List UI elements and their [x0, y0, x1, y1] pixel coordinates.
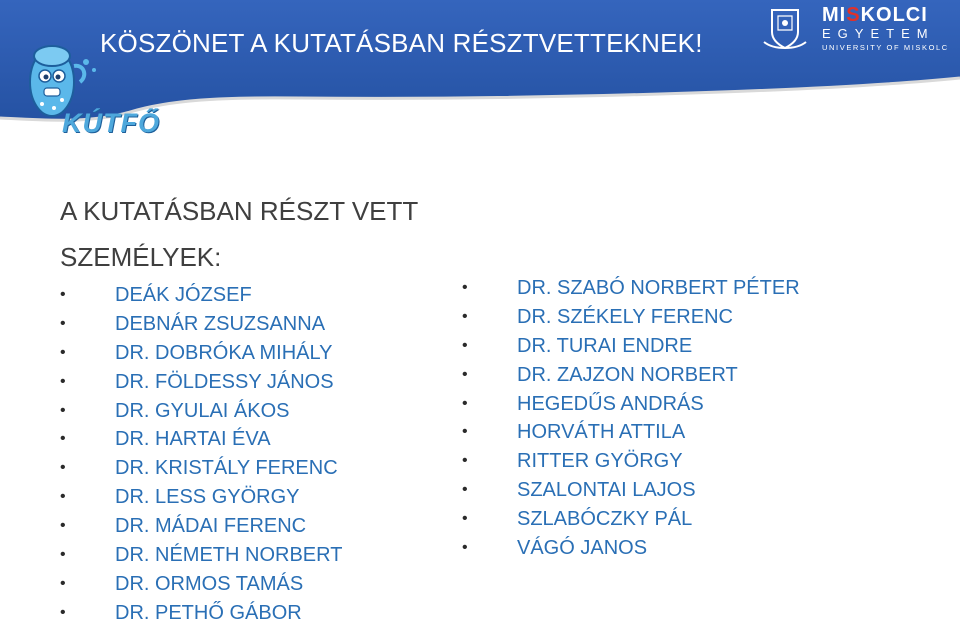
bullet-icon: •: [462, 336, 468, 354]
participant-list-item: [60, 541, 342, 570]
bullet-icon: •: [60, 488, 66, 506]
bullet-icon: •: [462, 510, 468, 528]
bullet-icon: •: [60, 459, 66, 477]
participant-name: DR. LESS GYÖRGY: [115, 486, 300, 509]
bullet-icon: •: [60, 372, 66, 390]
participant-list-item: [60, 397, 342, 426]
participant-name: SZALONTAI LAJOS: [517, 479, 696, 502]
bullet-icon: •: [462, 307, 468, 325]
participant-name: DR. SZABÓ NORBERT PÉTER: [517, 277, 800, 299]
section-title-line-1: A KUTATÁSBAN RÉSZT VETT: [60, 196, 419, 226]
bullet-icon: •: [462, 481, 468, 499]
participant-list-item: [462, 505, 800, 534]
section-title: [60, 188, 460, 280]
bullet-icon: •: [60, 430, 66, 448]
university-english-name: UNIVERSITY OF MISKOLC: [822, 43, 949, 52]
participant-list-item: [462, 303, 800, 332]
participant-list-item: [60, 512, 342, 541]
participant-list-item: [462, 418, 800, 447]
bullet-icon: •: [462, 423, 468, 441]
header-title: KÖSZÖNET A KUTATÁSBAN RÉSZTVETTEKNEK!: [100, 28, 703, 58]
university-name: MISKOLCI: [822, 4, 928, 26]
participant-name: DR. FÖLDESSY JÁNOS: [115, 370, 334, 393]
bullet-icon: •: [60, 517, 66, 535]
participant-name: DR. MÁDAI FERENC: [115, 515, 307, 538]
participant-name: RITTER GYÖRGY: [517, 450, 683, 473]
bullet-icon: •: [60, 314, 66, 332]
participants-list-left: [60, 281, 342, 628]
university-crest-icon: [760, 6, 810, 52]
bullet-icon: •: [60, 343, 66, 361]
participant-name: DR. PETHŐ GÁBOR: [115, 601, 302, 624]
bullet-icon: •: [60, 546, 66, 564]
participant-name: SZLABÓCZKY PÁL: [517, 508, 693, 531]
participant-list-item: [60, 310, 342, 339]
bullet-icon: •: [462, 365, 468, 383]
participant-name: DR. DOBRÓKA MIHÁLY: [115, 341, 333, 364]
participant-list-item: [60, 570, 342, 599]
participant-name: DEÁK JÓZSEF: [115, 284, 252, 306]
participant-name: DR. HARTAI ÉVA: [115, 428, 271, 451]
bullet-icon: •: [60, 401, 66, 419]
bullet-icon: •: [462, 394, 468, 412]
bullet-icon: •: [60, 286, 66, 303]
participants-list-right: [462, 274, 800, 563]
participant-list-item: [60, 599, 342, 628]
participant-list-item: [462, 534, 800, 563]
participant-name: DR. TURAI ENDRE: [517, 334, 693, 357]
participant-name: VÁGÓ JANOS: [517, 537, 648, 560]
section-title-line-2: SZEMÉLYEK:: [60, 242, 222, 272]
participant-name: DEBNÁR ZSUZSANNA: [115, 312, 326, 335]
university-subtitle: EGYETEM: [822, 26, 935, 41]
participant-name: HEGEDŰS ANDRÁS: [517, 392, 704, 415]
participant-list-item: [462, 390, 800, 419]
mascot-text: KÚTFŐ: [62, 108, 160, 138]
participant-list-item: [60, 483, 342, 512]
participant-name: DR. KRISTÁLY FERENC: [115, 457, 338, 480]
participant-name: DR. NÉMETH NORBERT: [115, 544, 343, 567]
participant-list-item: [462, 361, 800, 390]
participant-list-item: [462, 274, 800, 303]
participant-list-item: [60, 368, 342, 397]
participant-list-item: [60, 454, 342, 483]
participant-list-item: [60, 339, 342, 368]
bullet-icon: •: [462, 539, 468, 557]
participant-name: DR. SZÉKELY FERENC: [517, 305, 733, 328]
participant-name: DR. ZAJZON NORBERT: [517, 363, 738, 386]
participant-list-item: [60, 425, 342, 454]
participant-name: HORVÁTH ATTILA: [517, 421, 686, 444]
bullet-icon: •: [462, 279, 468, 296]
participant-name: DR. ORMOS TAMÁS: [115, 572, 304, 595]
participant-name: DR. GYULAI ÁKOS: [115, 399, 290, 422]
university-logo: [822, 4, 952, 54]
bullet-icon: •: [462, 452, 468, 470]
participant-list-item: [462, 447, 800, 476]
participant-list-item: [462, 476, 800, 505]
bullet-icon: •: [60, 603, 66, 621]
participant-list-item: [462, 332, 800, 361]
participant-list-item: [60, 281, 342, 310]
bullet-icon: •: [60, 574, 66, 592]
